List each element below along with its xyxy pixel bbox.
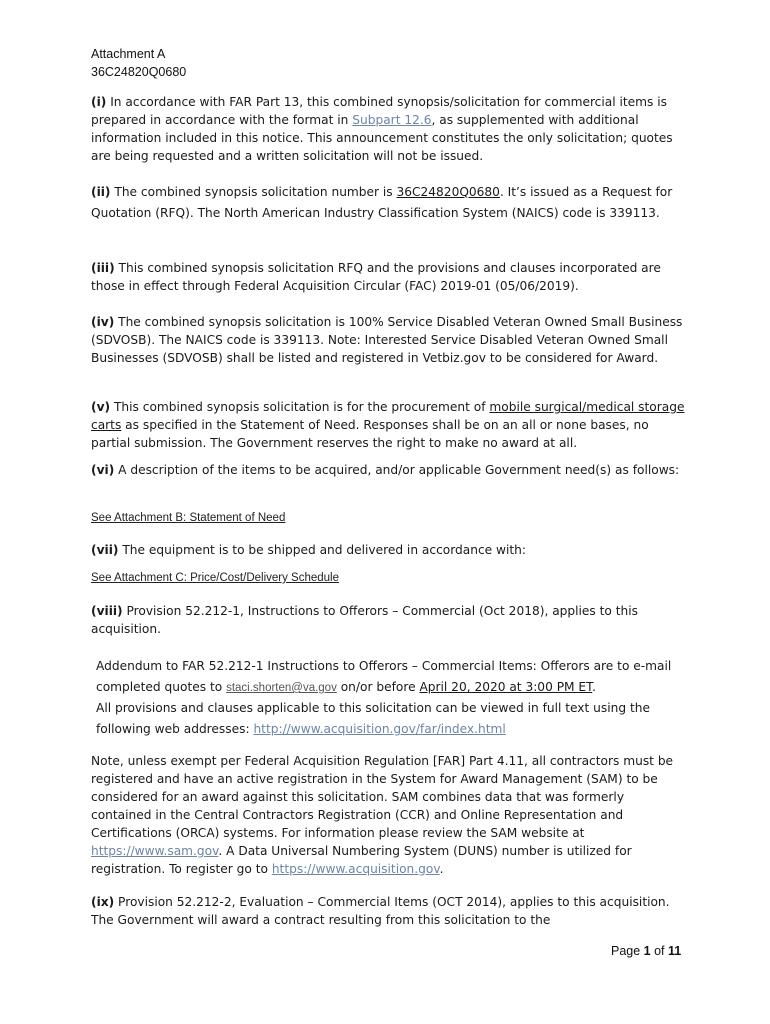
section-ix bbox=[91, 893, 686, 929]
deadline-text: April 20, 2020 at 3:00 PM ET bbox=[419, 680, 593, 694]
section-v-item: mobile surgical/medical storage carts bbox=[91, 400, 685, 432]
section-ii bbox=[91, 182, 686, 224]
section-iv-label: (iv) bbox=[91, 315, 115, 329]
section-v-text-1: This combined synopsis solicitation is for the procurement of bbox=[110, 400, 490, 414]
section-v-text-2: as specified in the Statement of Need. Responses shall be on an all or none bases, no partial submission. The Government reserves the right to make no award at all. bbox=[91, 418, 649, 450]
page-current: 1 bbox=[643, 944, 651, 958]
section-i-label: (i) bbox=[91, 95, 107, 109]
section-viii bbox=[91, 602, 686, 638]
attachment-b-reference[interactable]: See Attachment B: Statement of Need bbox=[91, 512, 286, 524]
provisions-text: All provisions and clauses applicable to this solicitation can be viewed in full text using the following web addresses: bbox=[96, 701, 650, 736]
section-i-text-1: In accordance with FAR Part 13, this combined synopsis/solicitation for commercial items is prepared in accordance with the format in bbox=[91, 95, 667, 127]
acquisition-link[interactable]: https://www.acquisition.gov bbox=[271, 862, 440, 876]
section-v bbox=[91, 398, 686, 452]
far-index-link[interactable]: http://www.acquisition.gov/far/index.html bbox=[253, 722, 506, 736]
section-vii bbox=[91, 541, 686, 559]
section-vi bbox=[91, 461, 686, 479]
sam-link[interactable]: https://www.sam.gov bbox=[91, 844, 219, 858]
section-iii-text: This combined synopsis solicitation RFQ and the provisions and clauses incorporated are those in effect through Federal Acquisition Circular (FAC) 2019-01 (05/06/2019). bbox=[91, 261, 661, 293]
section-iii bbox=[91, 259, 686, 295]
section-ii-number: 36C24820Q0680 bbox=[396, 185, 500, 199]
subpart-link[interactable]: Subpart 12.6 bbox=[352, 113, 432, 127]
section-ix-label: (ix) bbox=[91, 895, 115, 909]
section-vii-text: The equipment is to be shipped and delivered in accordance with: bbox=[118, 543, 527, 557]
attachment-label: Attachment A bbox=[91, 47, 166, 61]
attachment-c-reference[interactable]: See Attachment C: Price/Cost/Delivery Schedule bbox=[91, 572, 340, 584]
of-word: of bbox=[650, 944, 668, 958]
section-vi-label: (vi) bbox=[91, 463, 115, 477]
section-viii-label: (viii) bbox=[91, 604, 123, 618]
sam-note-text-3: . bbox=[439, 862, 444, 876]
page-total: 11 bbox=[668, 944, 682, 958]
addendum-paragraph bbox=[96, 656, 686, 699]
addendum-text-2: on/or before bbox=[336, 680, 420, 694]
provisions-paragraph bbox=[96, 698, 686, 740]
solicitation-number-header: 36C24820Q0680 bbox=[91, 65, 187, 79]
section-ii-text-2: . It’s issued as a Request for Quotation (RFQ). The North American Industry Classification System (NAICS) code is 339113. bbox=[91, 185, 673, 220]
page-footer bbox=[611, 944, 681, 958]
page-word: Page bbox=[611, 944, 644, 958]
section-iii-label: (iii) bbox=[91, 261, 115, 275]
section-ii-label: (ii) bbox=[91, 185, 111, 199]
section-iv bbox=[91, 313, 686, 367]
section-iv-text: The combined synopsis solicitation is 100% Service Disabled Veteran Owned Small Business (SDVOSB). The NAICS code is 339113. Note: Interested Service Disabled Veteran Owned Small Businesses (SDVOSB) shall be listed and registered in Vetbiz.gov to be considered for Award. bbox=[91, 315, 683, 365]
section-i-text-2: , as supplemented with additional information included in this notice. This announcement constitutes the only solicitation; quotes are being requested and a written solicitation will not be issued. bbox=[91, 113, 673, 163]
addendum-text-1: Addendum to FAR 52.212-1 Instructions to Offerors – Commercial Items: Offerors are to e-mail completed quotes to bbox=[96, 659, 672, 694]
section-viii-text: Provision 52.212-1, Instructions to Offerors – Commercial (Oct 2018), applies to this acquisition. bbox=[91, 604, 638, 636]
sam-note-paragraph bbox=[91, 752, 686, 878]
sam-note-text-1: Note, unless exempt per Federal Acquisition Regulation [FAR] Part 4.11, all contractors must be registered and have an active registration in the System for Award Management (SAM) to be considered for an award against this solicitation. SAM combines data that was formerly contained in the Central Contractors Registration (CCR) and Online Representation and Certifications (ORCA) systems. For information please review the SAM website at bbox=[91, 754, 674, 840]
email-link[interactable]: staci.shorten@va.gov bbox=[226, 682, 337, 694]
section-vii-label: (vii) bbox=[91, 543, 119, 557]
section-ix-text: Provision 52.212-2, Evaluation – Commercial Items (OCT 2014), applies to this acquisition. The Government will award a contract resulting from this solicitation to the bbox=[91, 895, 670, 927]
sam-note-text-2: . A Data Universal Numbering System (DUNS) number is utilized for registration. To register go to bbox=[91, 844, 632, 876]
section-v-label: (v) bbox=[91, 400, 111, 414]
addendum-text-3: . bbox=[592, 680, 597, 694]
section-i bbox=[91, 93, 686, 165]
section-vi-text: A description of the items to be acquired, and/or applicable Government need(s) as follows: bbox=[114, 463, 680, 477]
section-ii-text-1: The combined synopsis solicitation number is bbox=[110, 185, 397, 199]
